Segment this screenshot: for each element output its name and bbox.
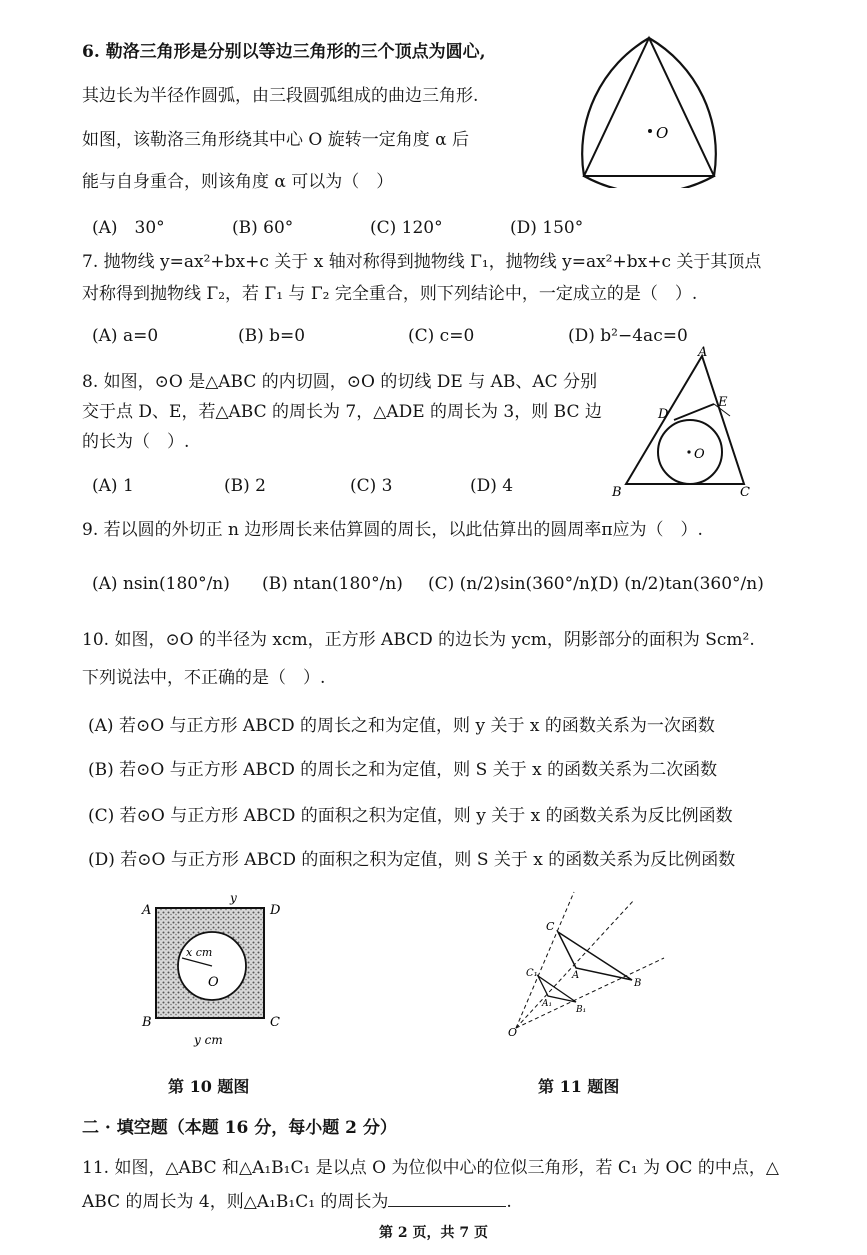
q11-line-2-tail: .: [506, 1192, 512, 1212]
label-a: A: [142, 903, 152, 918]
q11-line-2: [82, 1190, 512, 1212]
q6-line-3: 如图，该勒洛三角形绕其中心 O 旋转一定角度 α 后: [82, 130, 470, 150]
q7-option-d: (D) b²−4ac=0: [568, 326, 688, 346]
label-o: O: [208, 975, 219, 990]
label-a1: A₁: [542, 999, 553, 1009]
center-point: [648, 129, 652, 133]
label-d: D: [270, 903, 281, 918]
q8-option-c: (C) 3: [350, 476, 393, 496]
tangent-de: [674, 404, 714, 420]
label-c: C: [740, 485, 750, 500]
page-footer: 第 2 页，共 7 页: [379, 1225, 488, 1241]
reuleaux-arcs: [582, 38, 716, 188]
label-b: B: [612, 485, 622, 500]
q10-option-c: (C) 若⊙O 与正方形 ABCD 的面积之积为定值，则 y 关于 x 的函数关系为反比例函数: [88, 806, 733, 826]
q6-option-b: (B) 60°: [232, 218, 294, 238]
q8-option-d: (D) 4: [470, 476, 514, 496]
label-c: C: [546, 920, 555, 933]
q6-option-a: (A) 30°: [92, 218, 165, 238]
label-e: E: [718, 395, 728, 410]
label-c: C: [270, 1015, 280, 1030]
label-o: O: [508, 1026, 518, 1039]
q7-line-2: 对称得到抛物线 Γ₂，若 Γ₁ 与 Γ₂ 完全重合，则下列结论中，一定成立的是（ ）.: [82, 284, 698, 304]
ray-ob: [516, 958, 664, 1028]
label-o: O: [694, 447, 705, 462]
q10-option-b: (B) 若⊙O 与正方形 ABCD 的周长之和为定值，则 S 关于 x 的函数关系为二次函数: [88, 760, 718, 780]
q6-line-2: 其边长为半径作圆弧，由三段圆弧组成的曲边三角形.: [82, 86, 479, 106]
q10-option-a: (A) 若⊙O 与正方形 ABCD 的周长之和为定值，则 y 关于 x 的函数关系为一次函数: [88, 716, 715, 736]
label-a: A: [572, 970, 580, 981]
center-label: O: [656, 124, 669, 142]
q11-figure-caption: 第 11 题图: [538, 1077, 620, 1096]
q6-option-d: (D) 150°: [510, 218, 584, 238]
q6-line-4: 能与自身重合，则该角度 α 可以为（ ）: [82, 172, 394, 192]
q8-line-1: 8. 如图，⊙O 是△ABC 的内切圆，⊙O 的切线 DE 与 AB、AC 分别: [82, 372, 598, 392]
q10-figure: [132, 886, 302, 1056]
q7-option-b: (B) b=0: [238, 326, 306, 346]
q11-line-2-text: ABC 的周长为 4，则△A₁B₁C₁ 的周长为: [82, 1192, 389, 1212]
section-title: 二 · 填空题（本题 16 分，每小题 2 分）: [82, 1118, 397, 1138]
equilateral-triangle: [584, 38, 714, 176]
q8-line-2: 交于点 D、E，若△ABC 的周长为 7，△ADE 的周长为 3，则 BC 边: [82, 402, 602, 422]
q7-line-1: 7. 抛物线 y=ax²+bx+c 关于 x 轴对称得到抛物线 Γ₁，抛物线 y=ax²+bx+c 关于其顶点: [82, 252, 762, 272]
incircle-triangle-figure: [606, 346, 766, 504]
label-top-y: y: [230, 891, 237, 905]
q7-option-a: (A) a=0: [92, 326, 159, 346]
q6-line-1: 6. 勒洛三角形是分别以等边三角形的三个顶点为圆心,: [82, 42, 486, 62]
q11-line-1: 11. 如图，△ABC 和△A₁B₁C₁ 是以点 O 为位似中心的位似三角形，若 C₁ 为 OC 的中点，△: [82, 1158, 779, 1178]
q6-option-c: (C) 120°: [370, 218, 443, 238]
q11-figure: [506, 890, 676, 1040]
q9-option-d: (D) (n/2)tan(360°/n): [592, 574, 764, 594]
q10-line-2: 下列说法中，不正确的是（ ）.: [82, 668, 326, 688]
q9-option-b: (B) ntan(180°/n): [262, 574, 403, 594]
q10-figure-caption: 第 10 题图: [168, 1077, 250, 1096]
label-c1: C₁: [526, 968, 538, 979]
q10-line-1: 10. 如图，⊙O 的半径为 xcm，正方形 ABCD 的边长为 ycm，阴影部分的面积为 Scm².: [82, 630, 755, 650]
q9-option-a: (A) nsin(180°/n): [92, 574, 230, 594]
q8-option-b: (B) 2: [224, 476, 266, 496]
label-a: A: [698, 346, 708, 360]
reuleaux-triangle-figure: [570, 28, 730, 188]
answer-blank[interactable]: [388, 1190, 506, 1207]
q9-option-c: (C) (n/2)sin(360°/n): [428, 574, 597, 594]
ray-oa: [516, 900, 634, 1028]
q8-option-a: (A) 1: [92, 476, 134, 496]
q9-line-1: 9. 若以圆的外切正 n 边形周长来估算圆的周长，以此估算出的圆周率π应为（ ）.: [82, 520, 703, 540]
label-b: B: [634, 978, 642, 989]
q10-option-d: (D) 若⊙O 与正方形 ABCD 的面积之积为定值，则 S 关于 x 的函数关系为反比例函数: [88, 850, 736, 870]
label-radius: x cm: [186, 946, 213, 959]
label-b1: B₁: [576, 1005, 587, 1015]
label-b: B: [142, 1015, 152, 1030]
label-d: D: [658, 407, 669, 422]
triangle-abc: [558, 932, 632, 980]
q7-option-c: (C) c=0: [408, 326, 475, 346]
label-bottom: y cm: [194, 1033, 223, 1047]
q8-line-3: 的长为（ ）.: [82, 432, 190, 452]
incenter-point: [687, 450, 690, 453]
